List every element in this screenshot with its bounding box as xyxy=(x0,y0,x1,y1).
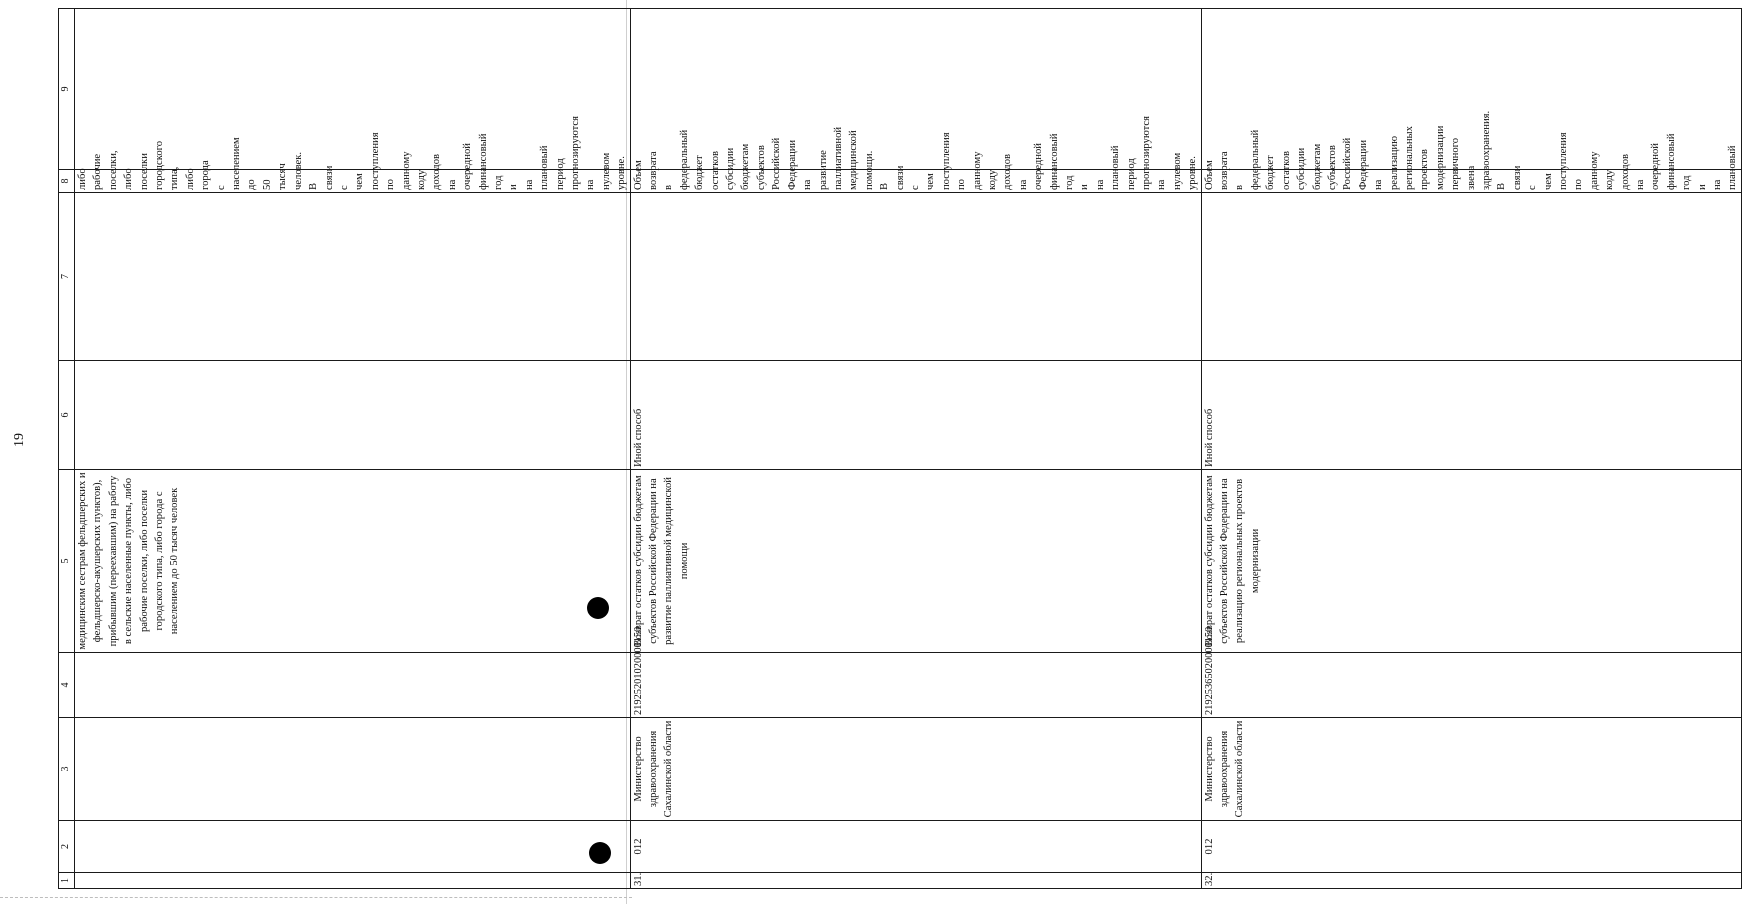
admin-code-cell xyxy=(75,821,631,873)
method-cell: Иной способ xyxy=(1201,361,1741,470)
method-cell xyxy=(75,361,631,470)
header-cell: 6 xyxy=(59,361,75,470)
row-number-cell xyxy=(75,873,631,889)
admin-code-cell: 012 xyxy=(1201,821,1741,873)
row-number-cell: 31. xyxy=(630,873,1201,889)
table-row xyxy=(630,9,1201,889)
row-number-cell: 32. xyxy=(1201,873,1741,889)
table-row xyxy=(75,9,631,889)
scan-fold-line xyxy=(0,897,632,898)
method-cell: Иной способ xyxy=(630,361,1201,470)
header-cell: 7 xyxy=(59,193,75,361)
algorithm-description-cell: Объем возврата в федеральный бюджет остатков субсидии бюджетам субъектов Российской Федерации на реализацию региональных проектов модернизации первичного звена здравоохранения. В связи с чем поступления по данному коду доходов на очередной финансовый год и на плановый xyxy=(1201,170,1741,193)
rotated-table-frame xyxy=(58,9,1739,889)
revenue-table xyxy=(58,8,1742,889)
formula-cell xyxy=(75,193,631,361)
revenue-name-cell: Возврат остатков субсидии бюджетам субъектов Российской Федерации на развитие паллиативной медицинской помощи xyxy=(630,470,1201,653)
binder-hole-mark xyxy=(589,842,611,864)
admin-name-cell: Министерство здравоохранения Сахалинской области xyxy=(630,718,1201,821)
kbk-code-cell: 21925201020000150 xyxy=(630,653,1201,718)
revenue-name-cell: медицинским сестрам фельдшерских и фельдшерско-акушерских пунктов), прибывшим (переехавшим) на работу в сельские населенные пункты, либо рабочие поселки, либо поселки городского типа, либо города с населением до 50 тысяч человек xyxy=(75,470,631,653)
kbk-code-cell xyxy=(75,653,631,718)
header-cell: 2 xyxy=(59,821,75,873)
formula-cell xyxy=(630,193,1201,361)
header-cell: 5 xyxy=(59,470,75,653)
header-cell: 9 xyxy=(59,9,75,170)
revenue-name-cell: Возврат остатков субсидии бюджетам субъектов Российской Федерации на реализацию региональных проектов модернизации xyxy=(1201,470,1741,653)
binder-hole-mark xyxy=(587,597,609,619)
header-row xyxy=(59,9,75,889)
table-row xyxy=(1201,9,1741,889)
kbk-code-cell: 21925365020000150 xyxy=(1201,653,1741,718)
algorithm-description-cell: либо рабочие поселки, либо поселки городского типа, либо города с населением до 50 тысяч человек. В связи с чем поступления по данному коду доходов на очередной финансовый год и на плановый период прогнозируются на нулевом уровне. xyxy=(75,170,631,193)
admin-name-cell: Министерство здравоохранения Сахалинской области xyxy=(1201,718,1741,821)
admin-code-cell: 012 xyxy=(630,821,1201,873)
formula-cell xyxy=(1201,193,1741,361)
header-cell: 8 xyxy=(59,170,75,193)
header-cell: 4 xyxy=(59,653,75,718)
header-cell: 1 xyxy=(59,873,75,889)
admin-name-cell xyxy=(75,718,631,821)
header-cell: 3 xyxy=(59,718,75,821)
page-number: 19 xyxy=(12,433,27,447)
algorithm-description-cell: Объем возврата в федеральный бюджет остатков субсидии бюджетам субъектов Российской Федерации на развитие паллиативной медицинской помощи. В связи с чем поступления по данному коду доходов на очередной финансовый год и на плановый период прогнозируются на нулевом уровне. xyxy=(630,170,1201,193)
